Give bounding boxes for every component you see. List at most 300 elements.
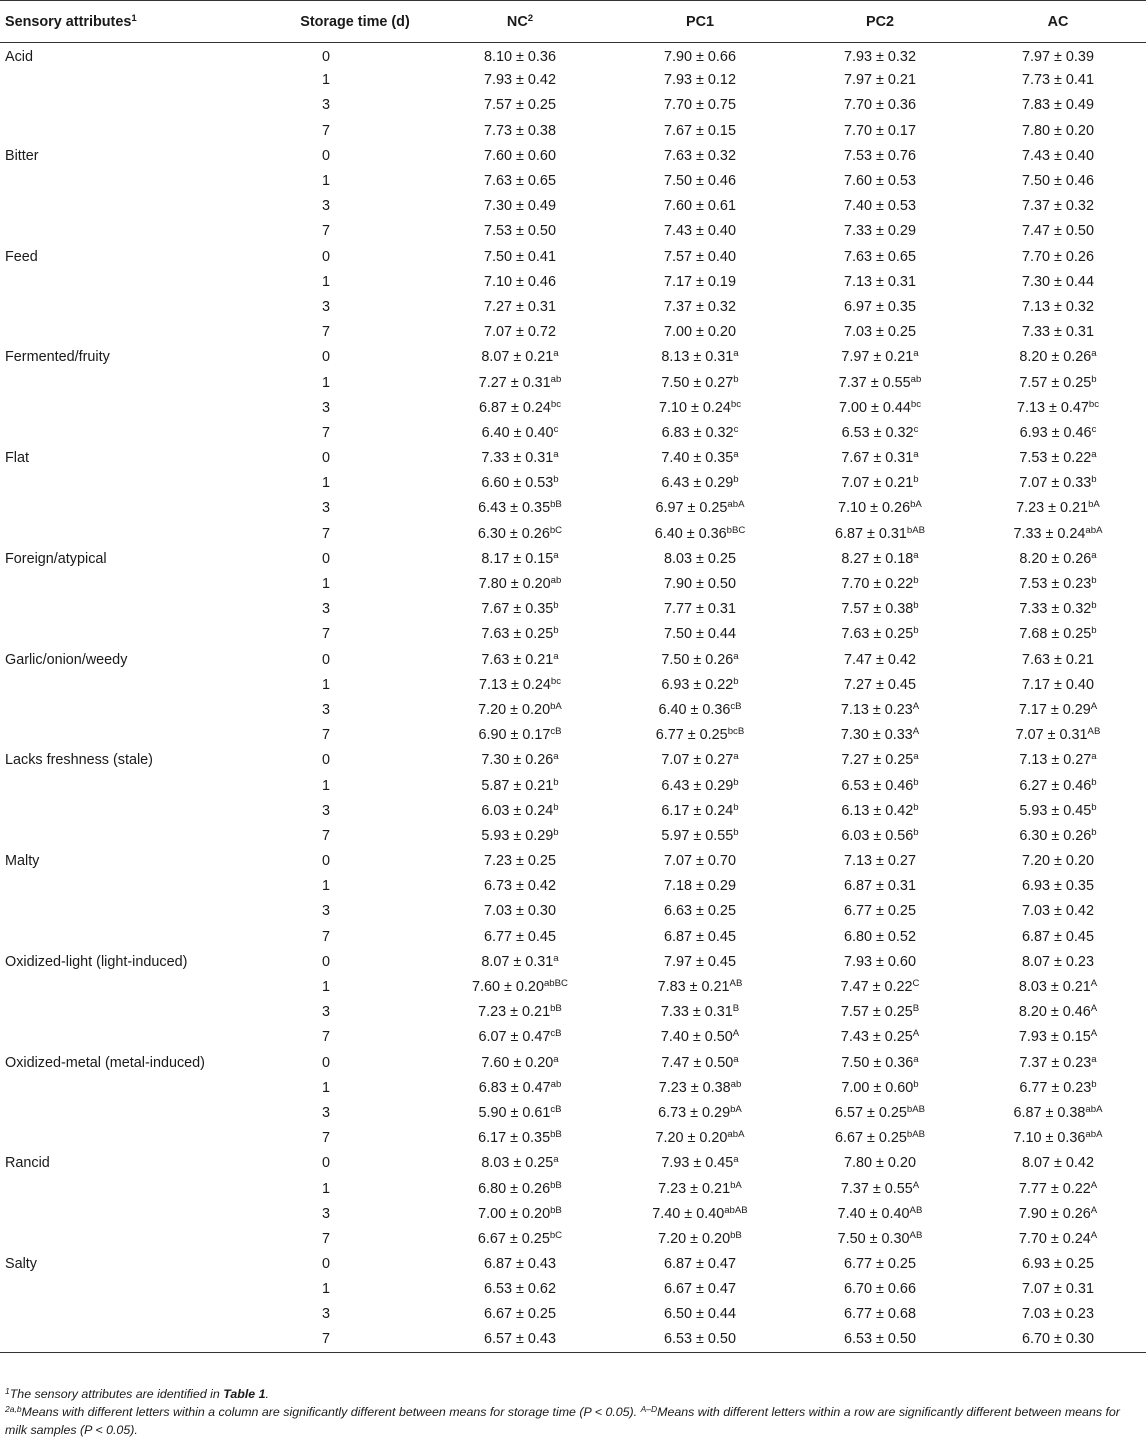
cell-pc1 [610,924,790,949]
table-footnotes [5,1385,1141,1439]
cell-value: 7.53 ± 0.50 [484,223,556,240]
cell-pc1 [610,118,790,143]
cell-attribute [0,597,280,622]
table-row [0,849,1146,874]
cell-value: 6.77 ± 0.25 [844,1256,916,1273]
cell-superscript: bA [910,499,922,511]
table-row [0,194,1146,219]
cell-attribute [0,1126,280,1151]
cell-value: 7.63 ± 0.65 [484,173,556,190]
cell-superscript: A [1090,1204,1098,1216]
table-row [0,798,1146,823]
cell-nc [430,899,610,924]
table-row [0,1000,1146,1025]
cell-storage-time: 1 [321,576,330,593]
cell-attribute: Fermented/fruity [5,349,110,366]
cell-value: 7.70 ± 0.22 [841,576,914,593]
table-row [0,723,1146,748]
cell-attribute [0,496,280,521]
cell-value: 8.03 ± 0.25 [481,1155,554,1172]
cell-pc2 [790,974,970,999]
cell-superscript: bAB [906,1129,926,1141]
cell-pc2 [790,546,970,571]
cell-storage-time: 7 [321,424,330,441]
cell-ac [970,1277,1146,1302]
cell-value: 6.40 ± 0.36 [658,701,731,718]
cell-value: 7.90 ± 0.26 [1018,1205,1091,1222]
cell-value: 6.77 ± 0.25 [655,727,728,744]
cell-nc [430,672,610,697]
cell-value: 7.00 ± 0.20 [478,1205,551,1222]
table-row [0,949,1146,974]
cell-value: 6.77 ± 0.68 [844,1306,916,1323]
cell-ac [970,546,1146,571]
cell-value: 7.93 ± 0.45 [661,1155,734,1172]
cell-value: 8.17 ± 0.15 [481,550,554,567]
cell-value: 6.30 ± 0.26 [477,525,550,542]
cell-value: 6.53 ± 0.50 [844,1331,916,1348]
cell-pc2 [790,823,970,848]
cell-superscript: A [1090,1003,1098,1015]
cell-value: 7.20 ± 0.20 [658,1230,731,1247]
table-row [0,1302,1146,1327]
cell-nc [430,320,610,345]
cell-nc [430,294,610,319]
cell-pc2 [790,924,970,949]
cell-value: 6.63 ± 0.25 [664,903,736,920]
cell-superscript: b [913,1078,919,1090]
cell-pc1 [610,43,790,68]
cell-value: 7.17 ± 0.19 [664,273,736,290]
cell-value: 6.80 ± 0.52 [844,928,916,945]
cell-value: 7.07 ± 0.72 [484,324,556,341]
cell-value: 6.67 ± 0.25 [834,1130,907,1147]
cell-ac [970,168,1146,193]
cell-value: 7.47 ± 0.42 [844,651,916,668]
cell-value: 7.30 ± 0.44 [1022,273,1094,290]
cell-ac [970,471,1146,496]
cell-attribute [0,622,280,647]
cell-value: 5.87 ± 0.21 [481,777,554,794]
table-row [0,1100,1146,1125]
cell-ac [970,899,1146,924]
cell-value: 7.20 ± 0.20 [478,701,551,718]
cell-nc [430,269,610,294]
cell-superscript: b [913,801,919,813]
cell-value: 7.47 ± 0.50 [1022,223,1094,240]
cell-superscript: bB [550,499,562,511]
cell-value: 7.63 ± 0.21 [481,651,554,668]
cell-storage-time: 7 [321,1029,330,1046]
cell-value: 7.27 ± 0.31 [484,298,556,315]
table-row [0,874,1146,899]
cell-superscript: AB [909,1204,923,1216]
cell-ac [970,974,1146,999]
cell-ac [970,269,1146,294]
cell-value: 7.20 ± 0.20 [655,1130,728,1147]
cell-value: 7.93 ± 0.15 [1018,1029,1091,1046]
cell-value: 6.57 ± 0.25 [834,1104,907,1121]
table-row [0,320,1146,345]
cell-pc2 [790,622,970,647]
cell-attribute [0,395,280,420]
cell-superscript: b [913,474,919,486]
cell-value: 7.93 ± 0.42 [484,72,556,89]
cell-superscript: abA [1085,1103,1103,1115]
cell-value: 7.83 ± 0.49 [1022,97,1094,114]
cell-pc2 [790,1075,970,1100]
cell-superscript: b [1091,373,1097,385]
cell-superscript: b [1091,1078,1097,1090]
cell-pc2 [790,194,970,219]
cell-pc2 [790,1277,970,1302]
cell-value: 7.13 ± 0.27 [1019,752,1092,769]
cell-value: 8.07 ± 0.21 [481,349,554,366]
cell-value: 7.70 ± 0.17 [844,122,916,139]
cell-superscript: A [912,1179,920,1191]
cell-ac [970,949,1146,974]
cell-nc [430,395,610,420]
cell-storage-time: 7 [280,1327,430,1352]
cell-attribute: Garlic/onion/weedy [5,651,128,668]
cell-value: 6.87 ± 0.31 [834,525,907,542]
cell-storage-time: 1 [321,1180,330,1197]
cell-pc1 [610,748,790,773]
cell-nc [430,773,610,798]
table-row [0,748,1146,773]
cell-value: 7.03 ± 0.42 [1022,903,1094,920]
cell-value: 7.97 ± 0.21 [844,72,916,89]
cell-value: 6.70 ± 0.30 [1022,1331,1094,1348]
cell-superscript: b [553,600,559,612]
cell-value: 6.73 ± 0.42 [484,878,556,895]
cell-attribute [0,823,280,848]
cell-value: 6.87 ± 0.24 [478,399,551,416]
cell-pc2 [790,244,970,269]
table-row [0,496,1146,521]
cell-superscript: abA [1085,524,1103,536]
cell-nc [430,1151,610,1176]
cell-value: 7.73 ± 0.41 [1022,72,1094,89]
cell-value: 7.40 ± 0.53 [844,198,916,215]
cell-superscript: b [553,474,559,486]
cell-superscript: b [733,826,739,838]
cell-pc1 [610,1277,790,1302]
cell-superscript: b [1091,826,1097,838]
cell-value: 6.67 ± 0.25 [477,1230,550,1247]
cell-value: 6.27 ± 0.46 [1019,777,1092,794]
cell-value: 7.07 ± 0.70 [664,853,736,870]
cell-superscript: ab [730,1078,742,1090]
cell-attribute [0,118,280,143]
cell-pc1 [610,194,790,219]
cell-value: 7.37 ± 0.32 [664,298,736,315]
cell-value: 6.87 ± 0.31 [844,878,916,895]
cell-value: 7.17 ± 0.29 [1018,701,1091,718]
cell-attribute [0,168,280,193]
table-row [0,924,1146,949]
cell-value: 7.67 ± 0.35 [481,601,554,618]
cell-attribute [0,370,280,395]
cell-ac [970,118,1146,143]
cell-value: 7.17 ± 0.40 [1022,676,1094,693]
cell-superscript: a [733,650,739,662]
cell-storage-time: 0 [321,651,330,668]
cell-storage-time: 0 [321,1155,330,1172]
cell-value: 7.40 ± 0.40 [652,1205,725,1222]
header-sensory-attributes: Sensory attributes$^1$ [0,1,280,43]
cell-superscript: a [913,751,919,763]
cell-storage-time: 7 [321,324,330,341]
cell-superscript: a [913,1053,919,1065]
cell-nc [430,1252,610,1277]
cell-pc2 [790,68,970,93]
cell-superscript: bA [550,700,562,712]
cell-value: 7.23 ± 0.21 [478,1004,551,1021]
cell-storage-time: 3 [321,701,330,718]
cell-nc [430,1226,610,1251]
cell-attribute [0,93,280,118]
cell-ac [970,1050,1146,1075]
cell-attribute [0,420,280,445]
cell-ac [970,244,1146,269]
cell-value: 7.37 ± 0.55 [838,374,911,391]
cell-superscript: bA [730,1103,742,1115]
cell-value: 8.07 ± 0.23 [1022,953,1094,970]
cell-pc1 [610,849,790,874]
cell-pc1 [610,1126,790,1151]
cell-pc2 [790,874,970,899]
cell-nc [430,521,610,546]
cell-superscript: bc [550,675,562,687]
cell-attribute [0,1201,280,1226]
footnote-2: $^{2a,b}$Means with different letters within a column are significantly different between means for storage time (P < 0.05). $^{A-D}$Means with different letters within a row are significantly different between means for milk samples (P < 0.05). [5,1404,1120,1437]
cell-attribute: Rancid [5,1155,50,1172]
cell-nc [430,446,610,471]
cell-value: 7.77 ± 0.31 [664,601,736,618]
cell-superscript: abA [1085,1129,1103,1141]
cell-superscript: b [553,625,559,637]
cell-superscript: B [732,1003,740,1015]
cell-ac [970,521,1146,546]
cell-value: 7.60 ± 0.20 [481,1054,554,1071]
cell-value: 6.17 ± 0.24 [661,802,734,819]
cell-superscript: c [553,423,559,435]
cell-pc2 [790,420,970,445]
cell-ac [970,874,1146,899]
cell-value: 7.23 ± 0.21 [1016,500,1089,517]
cell-value: 7.63 ± 0.21 [1022,651,1094,668]
cell-nc [430,168,610,193]
cell-value: 7.57 ± 0.25 [840,1004,913,1021]
cell-pc1 [610,345,790,370]
cell-nc [430,219,610,244]
cell-value: 7.07 ± 0.33 [1019,475,1092,492]
cell-pc1 [610,1000,790,1025]
cell-superscript: AB [909,1229,923,1241]
cell-superscript: b [913,625,919,637]
cell-pc1 [610,370,790,395]
cell-value: 7.50 ± 0.30 [837,1230,910,1247]
cell-attribute: Oxidized-light (light-induced) [5,953,188,970]
cell-value: 7.43 ± 0.40 [664,223,736,240]
cell-superscript: b [1091,776,1097,788]
cell-pc1 [610,647,790,672]
cell-nc [430,1277,610,1302]
cell-value: 7.53 ± 0.22 [1019,450,1092,467]
cell-attribute: Acid [5,49,33,66]
cell-value: 7.27 ± 0.31 [478,374,551,391]
cell-value: 7.00 ± 0.20 [664,324,736,341]
cell-value: 7.67 ± 0.31 [841,450,914,467]
cell-value: 6.97 ± 0.35 [844,298,916,315]
cell-pc2 [790,168,970,193]
cell-attribute [0,1226,280,1251]
cell-value: 6.30 ± 0.26 [1019,827,1092,844]
cell-ac [970,622,1146,647]
cell-superscript: b [553,826,559,838]
cell-pc1 [610,723,790,748]
cell-pc1 [610,1226,790,1251]
cell-ac [970,672,1146,697]
cell-superscript: a [733,348,739,360]
cell-nc [430,1126,610,1151]
cell-attribute: Flat [5,450,29,467]
cell-ac [970,93,1146,118]
cell-ac [970,143,1146,168]
cell-attribute [0,899,280,924]
cell-superscript: A [1090,1028,1098,1040]
cell-superscript: bc [730,398,742,410]
cell-attribute [0,571,280,596]
cell-storage-time: 7 [321,122,330,139]
cell-superscript: bBC [726,524,746,536]
table-reference: Table 1 [223,1387,266,1401]
cell-value: 6.87 ± 0.45 [1022,928,1094,945]
cell-pc2 [790,269,970,294]
cell-ac [970,370,1146,395]
cell-value: 7.00 ± 0.44 [838,399,911,416]
cell-value: 7.37 ± 0.23 [1019,1054,1092,1071]
cell-superscript: cB [550,1028,562,1040]
cell-value: 6.57 ± 0.43 [484,1331,556,1348]
table-row [0,1075,1146,1100]
cell-nc [430,849,610,874]
cell-value: 7.70 ± 0.75 [664,97,736,114]
cell-value: 7.80 ± 0.20 [1022,122,1094,139]
cell-pc1 [610,219,790,244]
cell-pc1 [610,1252,790,1277]
cell-superscript: a [913,348,919,360]
table-row [0,647,1146,672]
cell-value: 7.07 ± 0.27 [661,752,734,769]
cell-superscript: b [733,373,739,385]
cell-storage-time: 7 [321,525,330,542]
cell-pc1 [610,1100,790,1125]
cell-value: 7.27 ± 0.45 [844,676,916,693]
cell-attribute [0,874,280,899]
cell-pc1 [610,93,790,118]
cell-pc2 [790,1252,970,1277]
table-row [0,571,1146,596]
cell-superscript: a [733,1053,739,1065]
cell-superscript: a [1091,1053,1097,1065]
cell-attribute [0,219,280,244]
cell-value: 7.07 ± 0.31 [1015,727,1088,744]
cell-attribute [0,1176,280,1201]
cell-value: 8.20 ± 0.46 [1018,1004,1091,1021]
cell-value: 6.87 ± 0.45 [664,928,736,945]
cell-superscript: bc [1088,398,1100,410]
cell-attribute [0,974,280,999]
cell-value: 7.57 ± 0.38 [841,601,914,618]
cell-value: 6.93 ± 0.35 [1022,878,1094,895]
cell-value: 7.18 ± 0.29 [664,878,736,895]
cell-pc2 [790,1176,970,1201]
cell-pc1 [610,68,790,93]
cell-ac [970,1126,1146,1151]
cell-value: 7.23 ± 0.25 [484,853,556,870]
cell-superscript: b [913,575,919,587]
cell-superscript: b [733,801,739,813]
cell-value: 7.40 ± 0.35 [661,450,734,467]
cell-value: 7.60 ± 0.53 [844,173,916,190]
cell-storage-time: 0 [321,248,330,265]
table-row [0,1201,1146,1226]
cell-attribute [0,1302,280,1327]
cell-superscript: bA [730,1179,742,1191]
table-row [0,420,1146,445]
cell-value: 7.93 ± 0.12 [664,72,736,89]
cell-pc2 [790,647,970,672]
cell-ac [970,1151,1146,1176]
cell-value: 7.13 ± 0.23 [840,701,913,718]
cell-storage-time: 1 [321,72,330,89]
cell-storage-time: 1 [321,777,330,794]
cell-superscript: abAB [724,1204,748,1216]
cell-pc2 [790,446,970,471]
cell-superscript: b [913,826,919,838]
cell-value: 6.40 ± 0.36 [654,525,727,542]
table-row [0,1050,1146,1075]
cell-storage-time: 3 [321,1205,330,1222]
cell-attribute [0,1327,280,1352]
cell-nc [430,647,610,672]
cell-value: 8.10 ± 0.36 [484,49,556,66]
cell-superscript: ab [910,373,922,385]
cell-nc [430,1327,610,1352]
cell-value: 6.67 ± 0.47 [664,1281,736,1298]
cell-value: 7.63 ± 0.25 [481,626,554,643]
cell-attribute [0,723,280,748]
cell-ac [970,420,1146,445]
cell-attribute [0,521,280,546]
table-row [0,1126,1146,1151]
table-row [0,672,1146,697]
cell-superscript: b [1091,575,1097,587]
cell-ac [970,924,1146,949]
table-row [0,143,1146,168]
cell-nc [430,924,610,949]
cell-value: 7.33 ± 0.31 [660,1004,733,1021]
cell-ac [970,496,1146,521]
cell-storage-time: 3 [321,1004,330,1021]
cell-superscript: b [553,776,559,788]
cell-value: 7.30 ± 0.33 [840,727,913,744]
cell-value: 6.17 ± 0.35 [478,1130,551,1147]
cell-value: 7.50 ± 0.46 [1022,173,1094,190]
cell-pc1 [610,1302,790,1327]
